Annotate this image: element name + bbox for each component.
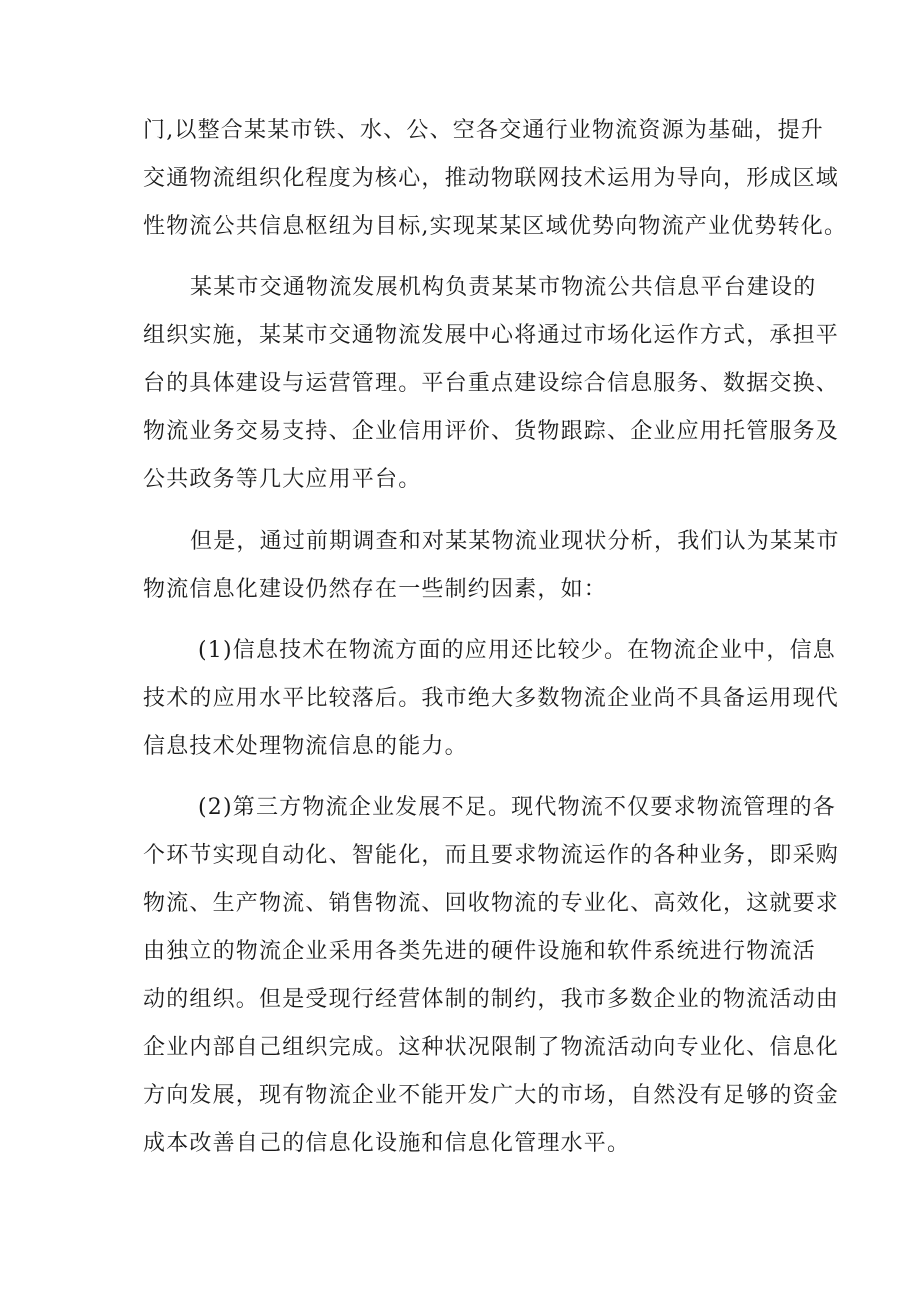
text-line: 物流业务交易支持、企业信用评价、货物跟踪、企业应用托管服务及 bbox=[143, 419, 840, 444]
text-line: 性物流公共信息枢纽为目标,实现某某区域优势向物流产业优势转化。 bbox=[143, 214, 848, 239]
text-line: 由独立的物流企业采用各类先进的硬件设施和软件系统进行物流活 bbox=[143, 939, 816, 964]
text-line: 物流信息化建设仍然存在一些制约因素，如： bbox=[143, 577, 608, 602]
text-line: 技术的应用水平比较落后。我市绝大多数物流企业尚不具备运用现代 bbox=[143, 686, 840, 711]
text-line: 企业内部自己组织完成。这种状况限制了物流活动向专业化、信息化 bbox=[143, 1035, 840, 1060]
text-line: 方向发展，现有物流企业不能开发广大的市场，自然没有足够的资金 bbox=[143, 1083, 840, 1108]
text-line: 公共政务等几大应用平台。 bbox=[143, 467, 422, 492]
text-line: 信息技术处理物流信息的能力。 bbox=[143, 734, 468, 759]
text-line: 交通物流组织化程度为核心，推动物联网技术运用为导向，形成区域 bbox=[143, 166, 840, 191]
text-line: 个环节实现自动化、智能化，而且要求物流运作的各种业务，即采购 bbox=[143, 843, 840, 868]
text-line: (1)信息技术在物流方面的应用还比较少。在物流企业中，信息 bbox=[198, 638, 836, 663]
text-line: 成本改善自己的信息化设施和信息化管理水平。 bbox=[143, 1131, 631, 1156]
text-line: 某某市交通物流发展机构负责某某市物流公共信息平台建设的 bbox=[190, 275, 817, 300]
text-line: (2)第三方物流企业发展不足。现代物流不仅要求物流管理的各 bbox=[198, 795, 836, 820]
text-line: 门,以整合某某市铁、水、公、空各交通行业物流资源为基础，提升 bbox=[143, 118, 824, 143]
text-line: 物流、生产物流、销售物流、回收物流的专业化、高效化，这就要求 bbox=[143, 891, 840, 916]
text-line: 但是，通过前期调查和对某某物流业现状分析，我们认为某某市 bbox=[190, 529, 840, 554]
text-line: 台的具体建设与运营管理。平台重点建设综合信息服务、数据交换、 bbox=[143, 371, 840, 396]
text-line: 动的组织。但是受现行经营体制的制约，我市多数企业的物流活动由 bbox=[143, 987, 840, 1012]
text-line: 组织实施，某某市交通物流发展中心将通过市场化运作方式，承担平 bbox=[143, 323, 840, 348]
